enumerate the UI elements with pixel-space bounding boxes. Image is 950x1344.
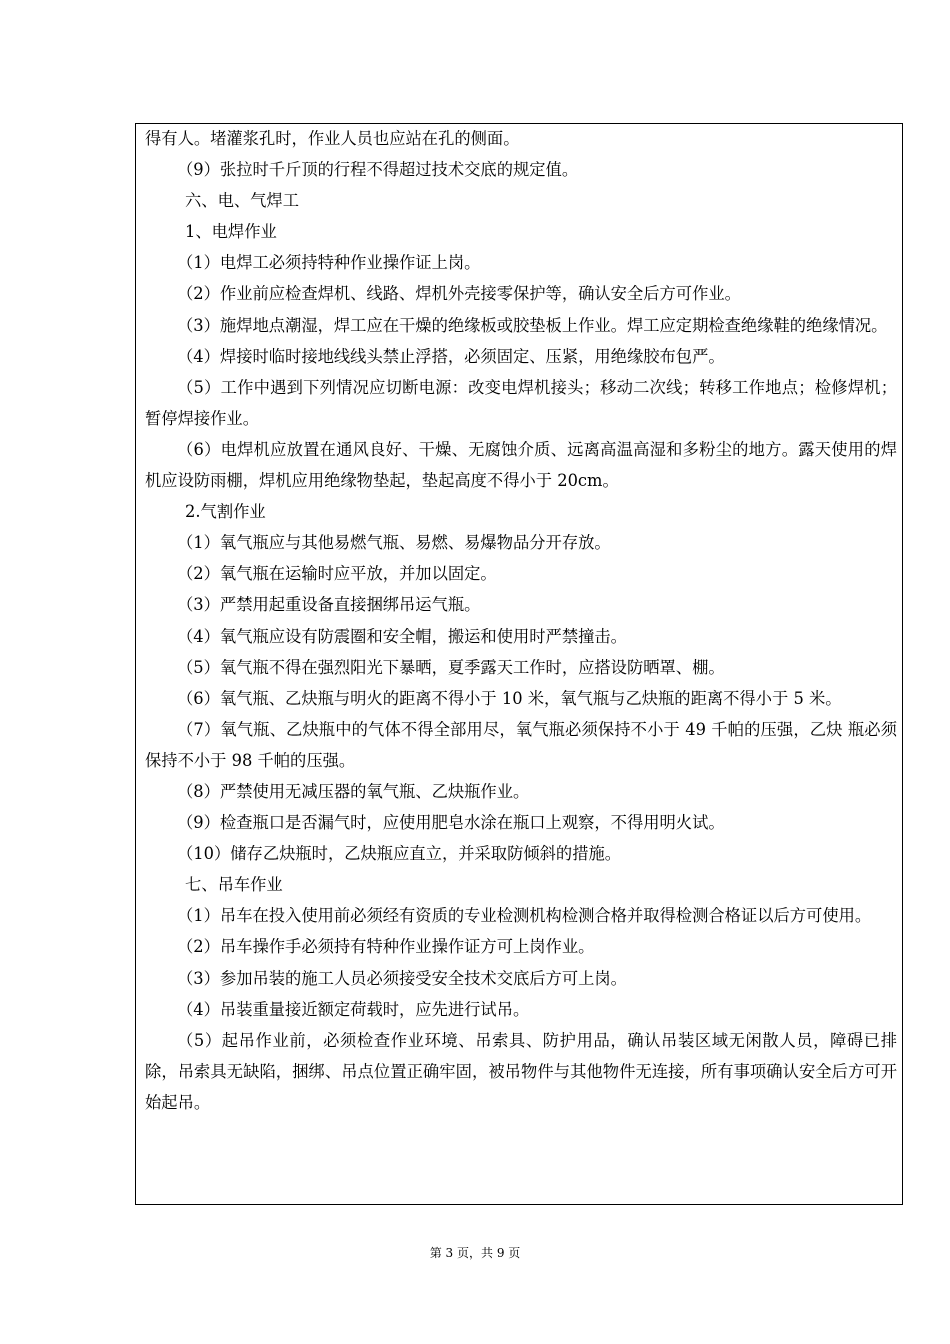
page-footer: 第 3 页，共 9 页 [429, 1246, 521, 1260]
paragraph: （8）严禁使用无减压器的氧气瓶、乙炔瓶作业。 [177, 781, 530, 801]
paragraph: （6）电焊机应放置在通风良好、干燥、无腐蚀介质、远离高温高湿和多粉尘的地方。露天使用的焊机应设防雨棚，焊机应用绝缘物垫起，垫起高度不得小于 20cm。 [145, 439, 897, 491]
paragraph: （1）电焊工必须持特种作业操作证上岗。 [177, 253, 481, 273]
paragraph: （2）氧气瓶在运输时应平放，并加以固定。 [177, 564, 497, 584]
paragraph: （5）氧气瓶不得在强烈阳光下暴晒，夏季露天工作时，应搭设防晒罩、棚。 [177, 657, 725, 677]
paragraph: 1、电焊作业 [185, 222, 277, 242]
paragraph: （6）氧气瓶、乙炔瓶与明火的距离不得小于 10 米，氧气瓶与乙炔瓶的距离不得小于 5 米。 [177, 688, 842, 708]
paragraph: （3）参加吊装的施工人员必须接受安全技术交底后方可上岗。 [177, 968, 627, 988]
paragraph: 得有人。堵灌浆孔时，作业人员也应站在孔的侧面。 [145, 129, 520, 148]
paragraph: （5）工作中遇到下列情况应切断电源：改变电焊机接头；移动二次线；转移工作地点；检修焊机；暂停焊接作业。 [145, 377, 897, 428]
paragraph: （4）氧气瓶应设有防震圈和安全帽，搬运和使用时严禁撞击。 [177, 626, 627, 646]
document-body [145, 123, 897, 1118]
paragraph: （3）严禁用起重设备直接捆绑吊运气瓶。 [177, 595, 481, 615]
paragraph: （1）吊车在投入使用前必须经有资质的专业检测机构检测合格并取得检测合格证以后方可使用。 [177, 906, 872, 926]
paragraph: （3）施焊地点潮湿，焊工应在干燥的绝缘板或胶垫板上作业。焊工应定期检查绝缘鞋的绝缘情况。 [177, 315, 888, 335]
paragraph: （5）起吊作业前，必须检查作业环境、吊索具、防护用品，确认吊装区域无闲散人员，障碍已排除，吊索具无缺陷，捆绑、吊点位置正确牢固，被吊物件与其他物件无连接，所有事项确认安全后方可开始起吊。 [145, 1030, 897, 1112]
paragraph: 六、电、气焊工 [185, 191, 299, 211]
paragraph: 2.气割作业 [185, 502, 266, 522]
paragraph: （4）焊接时临时接地线线头禁止浮搭，必须固定、压紧，用绝缘胶布包严。 [177, 346, 725, 366]
paragraph: （4）吊装重量接近额定荷载时，应先进行试吊。 [177, 999, 530, 1019]
paragraph: （10）储存乙炔瓶时，乙炔瓶应直立，并采取防倾斜的措施。 [177, 844, 622, 864]
paragraph: （7）氧气瓶、乙炔瓶中的气体不得全部用尽，氧气瓶必须保持不小于 49 千帕的压强，乙炔 瓶必须保持不小于 98 千帕的压强。 [145, 719, 897, 770]
paragraph: 七、吊车作业 [185, 875, 283, 895]
paragraph: （2）作业前应检查焊机、线路、焊机外壳接零保护等，确认安全后方可作业。 [177, 284, 741, 304]
paragraph: （9）检查瓶口是否漏气时，应使用肥皂水涂在瓶口上观察，不得用明火试。 [177, 813, 725, 833]
paragraph: （1）氧气瓶应与其他易燃气瓶、易燃、易爆物品分开存放。 [177, 533, 611, 553]
paragraph: （9）张拉时千斤顶的行程不得超过技术交底的规定值。 [177, 160, 579, 180]
paragraph: （2）吊车操作手必须持有特种作业操作证方可上岗作业。 [177, 937, 595, 957]
